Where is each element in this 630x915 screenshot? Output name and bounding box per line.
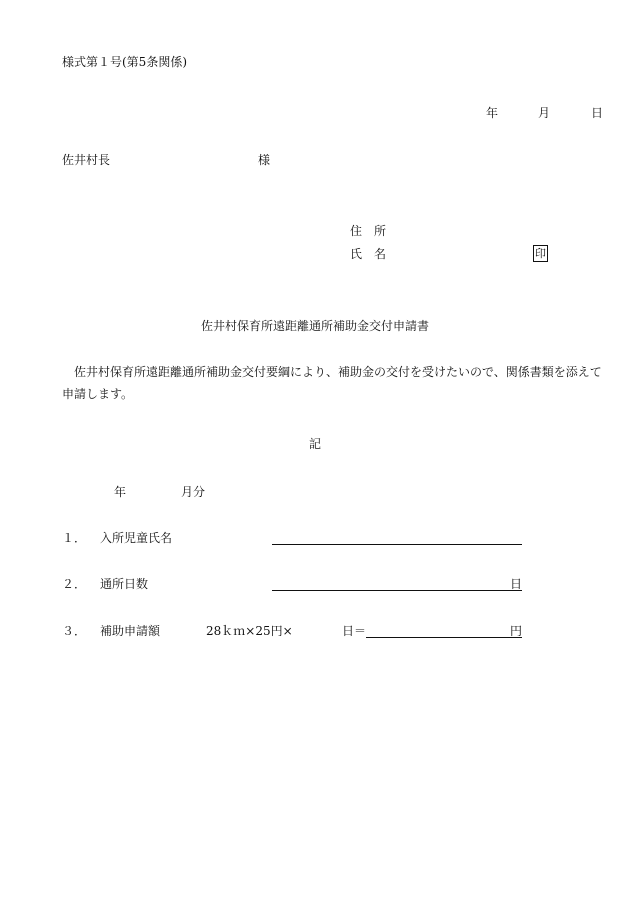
- form-number: 様式第１号(第5条関係): [62, 55, 187, 69]
- seal-box: 印: [535, 247, 546, 260]
- item-3-day-equals: 日＝: [342, 624, 367, 638]
- item-2-label: 通所日数: [100, 577, 149, 591]
- document-title: 佐井村保育所遠距離通所補助金交付申請書: [200, 319, 429, 333]
- address-label: 住 所: [350, 224, 387, 238]
- item-2-number: ２．: [62, 577, 87, 591]
- date-month-label: 月: [538, 106, 551, 120]
- item-3-underline[interactable]: [366, 637, 522, 638]
- item-1-number: １．: [62, 531, 87, 545]
- item-3-label: 補助申請額: [100, 624, 161, 638]
- period-month-label: 月分: [181, 485, 206, 499]
- item-3-number: ３．: [62, 624, 87, 638]
- item-3-suffix: 円: [510, 624, 523, 638]
- item-2-suffix: 日: [510, 577, 523, 591]
- addressee-honorific: 様: [258, 153, 271, 167]
- period-year-label: 年: [114, 485, 127, 499]
- seal-mark: [533, 245, 548, 262]
- ki-label: 記: [308, 437, 321, 451]
- date-day-label: 日: [591, 106, 604, 120]
- addressee-name: 佐井村長: [62, 153, 111, 167]
- item-1-label: 入所児童氏名: [100, 531, 173, 545]
- name-label: 氏 名: [350, 247, 387, 261]
- item-3-formula: 28ｋｍ×25円×: [206, 624, 293, 638]
- item-2-underline[interactable]: [272, 590, 522, 591]
- date-year-label: 年: [486, 106, 499, 120]
- body-paragraph: 佐井村保育所遠距離通所補助金交付要綱により、補助金の交付を受けたいので、関係書類を添えて申請します。: [62, 365, 602, 401]
- item-1-underline[interactable]: [272, 544, 522, 545]
